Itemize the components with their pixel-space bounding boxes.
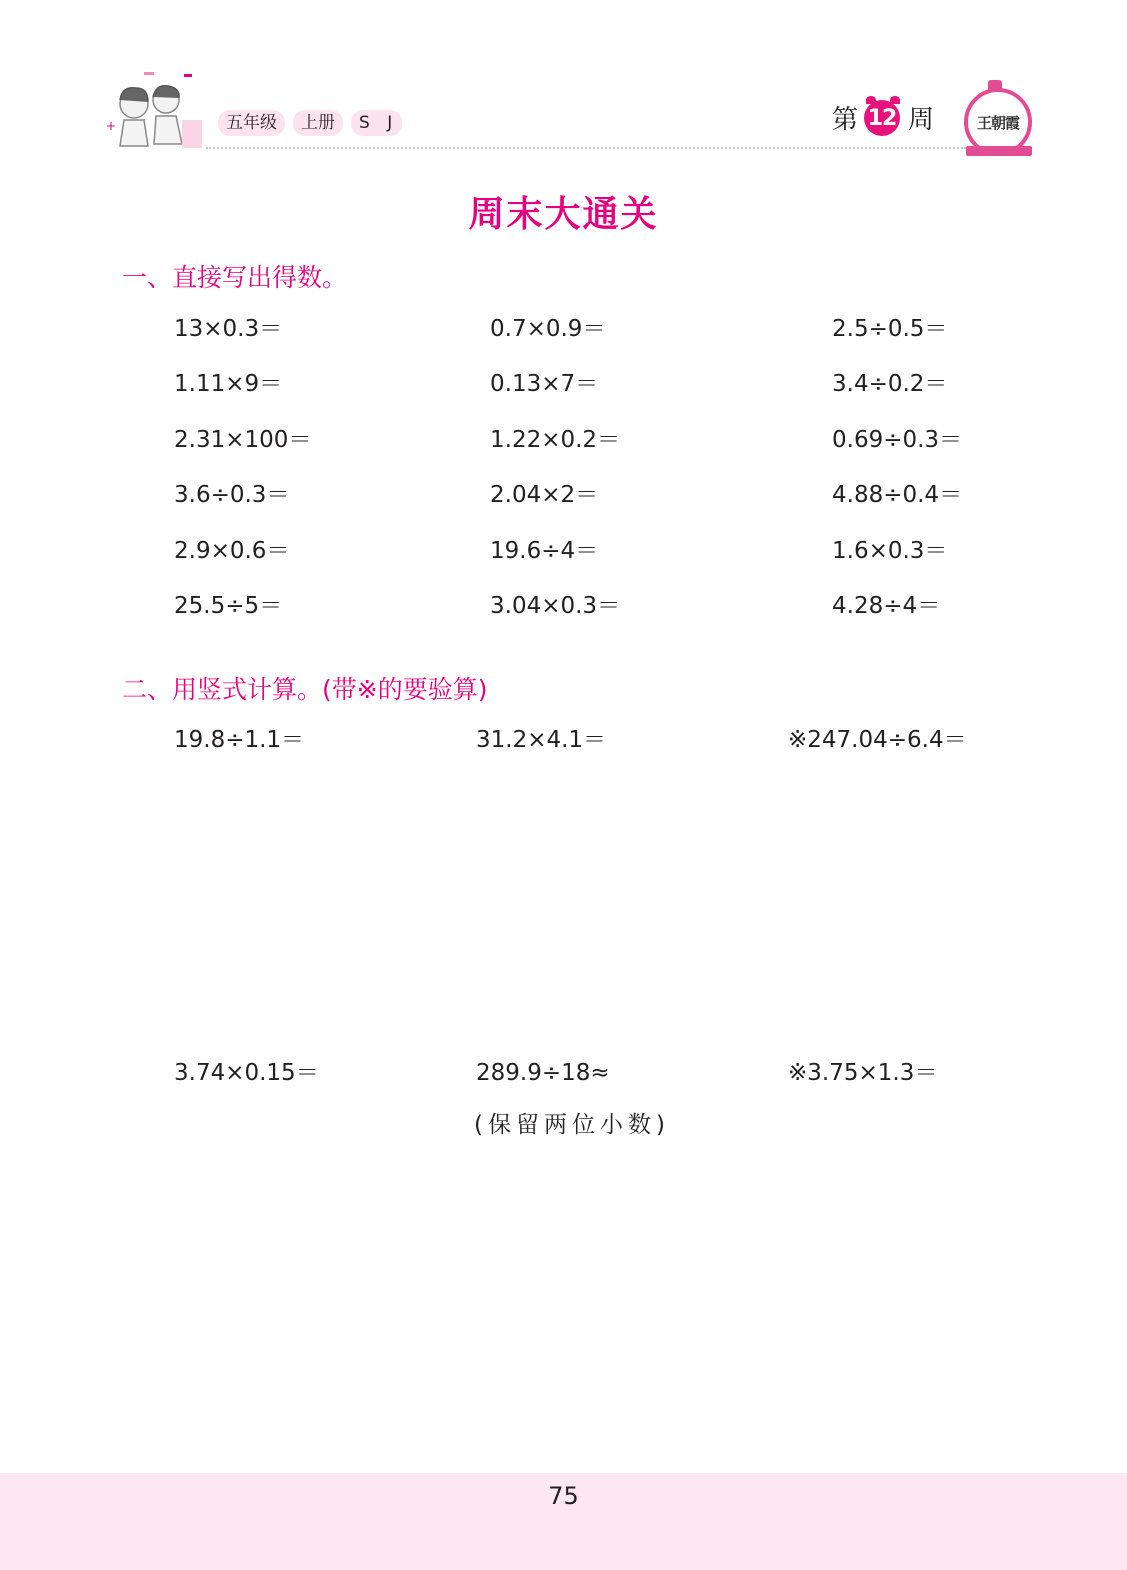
page-number: 75	[548, 1482, 579, 1510]
exercise: 4.88÷0.4＝	[832, 482, 963, 508]
grade-tags	[218, 110, 402, 136]
section2-heading: 二、用竖式计算。(带※的要验算)	[122, 675, 488, 704]
edition-tag: S J	[351, 110, 402, 136]
brand-name: 王朝霞	[976, 113, 1019, 132]
exercise: 3.04×0.3＝	[490, 593, 621, 619]
week-indicator	[832, 98, 934, 136]
exercise: 2.5÷0.5＝	[832, 316, 948, 342]
vertical-exercise: 289.9÷18≈	[476, 1060, 610, 1086]
exercise: 2.04×2＝	[490, 482, 599, 508]
volume-tag: 上册	[293, 110, 343, 136]
exercise: 2.31×100＝	[174, 427, 312, 453]
exercise: 1.6×0.3＝	[832, 538, 948, 564]
vertical-exercise: 19.8÷1.1＝	[174, 727, 305, 753]
header-divider	[206, 147, 966, 149]
exercise: 2.9×0.6＝	[174, 538, 290, 564]
ribbon-icon	[966, 146, 1032, 156]
exercise: 0.7×0.9＝	[490, 316, 606, 342]
vertical-exercise: 31.2×4.1＝	[476, 727, 607, 753]
exercise: 19.6÷4＝	[490, 538, 599, 564]
page-title: 周末大通关	[468, 194, 659, 235]
exercise: 1.22×0.2＝	[490, 427, 621, 453]
exercise: 1.11×9＝	[174, 371, 283, 397]
exercise: 13×0.3＝	[174, 316, 283, 342]
brand-logo	[960, 80, 1032, 160]
exercise: 3.6÷0.3＝	[174, 482, 290, 508]
exercise: 3.4÷0.2＝	[832, 371, 948, 397]
exercise: 0.69÷0.3＝	[832, 427, 963, 453]
rounding-note: (保留两位小数)	[474, 1112, 670, 1138]
cartoon-kids-illustration	[104, 70, 206, 156]
section1-heading: 一、直接写出得数。	[122, 263, 348, 292]
week-suffix: 周	[908, 104, 935, 135]
alarm-clock-icon	[864, 98, 902, 136]
vertical-exercise: 3.74×0.15＝	[174, 1060, 319, 1086]
grade-tag: 五年级	[218, 110, 285, 136]
exercise: 25.5÷5＝	[174, 593, 283, 619]
week-number: 12	[864, 100, 900, 136]
vertical-exercise: ※247.04÷6.4＝	[788, 727, 967, 753]
exercise: 0.13×7＝	[490, 371, 599, 397]
svg-text:+: +	[106, 119, 117, 133]
week-prefix: 第	[832, 104, 859, 135]
exercise: 4.28÷4＝	[832, 593, 941, 619]
vertical-exercise: ※3.75×1.3＝	[788, 1060, 938, 1086]
